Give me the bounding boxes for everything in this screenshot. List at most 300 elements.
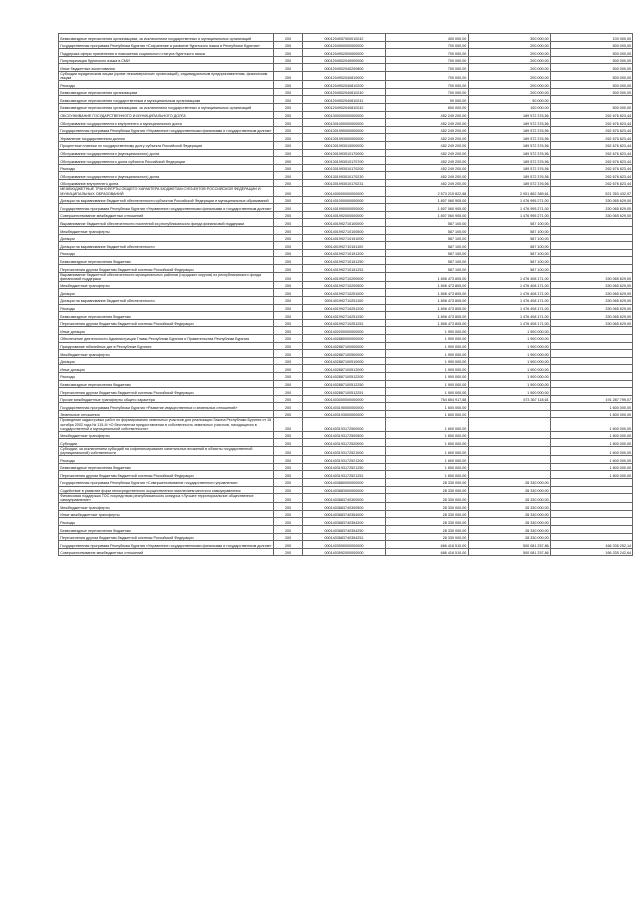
unexecuted-amount-cell: 262 676 823,44 [550,134,632,142]
approved-amount-cell: 1 807 060 905,00 [386,211,468,219]
row-code-cell: 200 [274,149,302,157]
budget-classification-cell: 0001403193172521200 [302,456,385,464]
approved-amount-cell: 1 900 000,00 [386,334,468,342]
row-code-cell: 200 [274,219,302,227]
budget-classification-cell: 0001401992710251000 [302,289,385,297]
approved-amount-cell: 452 249 200,00 [386,119,468,127]
executed-amount-cell: 189 572 376,56 [468,134,550,142]
budget-classification-cell: 0001301990000000000 [302,126,385,134]
item-name-cell: Межбюджетные трансферты [59,350,274,358]
unexecuted-amount-cell [550,372,632,380]
table-row [59,418,633,431]
executed-amount-cell: 1 900 000,00 [468,334,550,342]
executed-amount-cell: 1 476 408 171,00 [468,304,550,312]
table-row [59,471,633,479]
executed-amount-cell: 587 100,00 [468,265,550,273]
table-row [59,486,633,494]
executed-amount-cell: 573 367 118,61 [468,395,550,403]
approved-amount-cell: 1 807 060 905,00 [386,196,468,204]
row-code-cell: 200 [274,103,302,111]
executed-amount-cell: 1 900 000,00 [468,372,550,380]
table-row [59,257,633,265]
approved-amount-cell: 700 000,00 [386,56,468,64]
row-code-cell: 200 [274,357,302,365]
row-code-cell: 200 [274,119,302,127]
approved-amount-cell: 1 600 000,00 [386,403,468,411]
table-row [59,281,633,289]
unexecuted-amount-cell [550,96,632,104]
budget-classification-cell: 0001403992000000000 [302,548,385,556]
executed-amount-cell: 189 572 376,56 [468,157,550,165]
unexecuted-amount-cell: 330 065 629,00 [550,312,632,320]
unexecuted-amount-cell [550,249,632,257]
row-code-cell: 200 [274,296,302,304]
table-row [59,149,633,157]
item-name-cell: Проведение кадастровых работ по формированию земельных участков для реализации Закона Республики Бурятия от 16 октября 2002 года № 115-III «О бесплатном предоставлении в собственность земельных участков, находящихся в государственной и муниципальной собственности» [59,418,274,431]
budget-classification-cell: 0001204902000000000 [302,49,385,57]
executed-amount-cell: 1 900 000,00 [468,365,550,373]
approved-amount-cell: 1 900 000,00 [386,372,468,380]
executed-amount-cell: 90 000,00 [468,96,550,104]
unexecuted-amount-cell: 262 676 823,44 [550,141,632,149]
unexecuted-amount-cell: 262 676 823,44 [550,126,632,134]
item-name-cell: Межбюджетные трансферты [59,431,274,439]
table-row [59,56,633,64]
item-name-cell: Расходы [59,518,274,526]
unexecuted-amount-cell: 1 600 000,00 [550,456,632,464]
executed-amount-cell: 28 330 000,00 [468,478,550,486]
budget-classification-cell: 0001403193172500500 [302,431,385,439]
table-row [59,388,633,396]
row-code-cell: 200 [274,111,302,119]
approved-amount-cell: 666 416 510,00 [386,548,468,556]
budget-classification-cell: 0001402000000000000 [302,327,385,335]
table-row [59,319,633,327]
budget-classification-cell: 0001403883740354200 [302,518,385,526]
unexecuted-amount-cell [550,388,632,396]
item-name-cell: Дотации [59,234,274,242]
budget-classification-cell: 0001402887100000000 [302,342,385,350]
table-row [59,64,633,72]
unexecuted-amount-cell: 166 335 252,14 [550,541,632,549]
row-code-cell: 200 [274,272,302,281]
approved-amount-cell: 452 249 200,00 [386,149,468,157]
budget-classification-cell: 0001301993010170231 [302,179,385,187]
approved-amount-cell: 1 600 000,00 [386,439,468,447]
approved-amount-cell: 28 330 000,00 [386,486,468,494]
row-code-cell: 200 [274,486,302,494]
row-code-cell: 200 [274,64,302,72]
executed-amount-cell: 200 000,00 [468,88,550,96]
approved-amount-cell: 587 100,00 [386,219,468,227]
budget-classification-cell: 0001403190000000000 [302,403,385,411]
table-row [59,439,633,447]
executed-amount-cell [468,446,550,455]
unexecuted-amount-cell: 262 676 823,44 [550,164,632,172]
executed-amount-cell: 200 000,00 [468,41,550,49]
item-name-cell: Государственная программа Республики Бурятия «Управление государственными финансами и государственным долгом» [59,204,274,212]
budget-classification-cell: 0001401992710151200 [302,249,385,257]
row-code-cell: 200 [274,196,302,204]
budget-classification-cell: 0001403193172520000 [302,439,385,447]
unexecuted-amount-cell [550,380,632,388]
budget-classification-cell: 0001402887100512250 [302,380,385,388]
approved-amount-cell: 452 249 200,00 [386,134,468,142]
executed-amount-cell: 189 572 376,56 [468,111,550,119]
item-name-cell: Безвозмездные перечисления организациям, за исключением государственных и муниципальных организаций [59,103,274,111]
unexecuted-amount-cell [550,350,632,358]
budget-report-sheet [58,33,632,556]
approved-amount-cell: 452 249 200,00 [386,157,468,165]
budget-classification-cell: 0001402887100512200 [302,372,385,380]
table-row [59,526,633,534]
approved-amount-cell: 452 249 200,00 [386,179,468,187]
budget-classification-cell: 0001401992710151100 [302,242,385,250]
item-name-cell: Государственная программа Республики Бурятия «Сохранение и развитие бурятского языка в Республике Бурятия» [59,41,274,49]
budget-classification-cell: 0001204902040810242 [302,103,385,111]
approved-amount-cell: 28 330 000,00 [386,533,468,541]
approved-amount-cell: 1 600 000,00 [386,471,468,479]
unexecuted-amount-cell [550,357,632,365]
table-row [59,334,633,342]
approved-amount-cell: 1 900 000,00 [386,388,468,396]
row-code-cell: 200 [274,372,302,380]
unexecuted-amount-cell: 500 000,00 [550,49,632,57]
unexecuted-amount-cell: 500 000,00 [550,103,632,111]
unexecuted-amount-cell: 1 600 000,00 [550,431,632,439]
unexecuted-amount-cell [550,526,632,534]
table-row [59,289,633,297]
executed-amount-cell: 200 000,00 [468,81,550,89]
executed-amount-cell: 587 100,00 [468,219,550,227]
approved-amount-cell: 1 600 000,00 [386,456,468,464]
item-name-cell: Безвозмездные перечисления бюджетам [59,380,274,388]
item-name-cell: Межбюджетные трансферты [59,503,274,511]
budget-classification-cell: 0001401992710151000 [302,234,385,242]
executed-amount-cell: 1 476 408 171,00 [468,312,550,320]
approved-amount-cell: 1 900 000,00 [386,350,468,358]
table-row [59,34,633,42]
item-name-cell: Выравнивание бюджетной обеспеченности поселений из республиканского фонда финансовой поддержки [59,219,274,227]
item-name-cell: Субсидии [59,439,274,447]
item-name-cell: Обслуживание государственного (муниципального) долга [59,172,274,180]
table-row [59,327,633,335]
executed-amount-cell: 200 000,00 [468,71,550,80]
approved-amount-cell: 587 100,00 [386,249,468,257]
approved-amount-cell: 700 000,00 [386,71,468,80]
item-name-cell: Расходы [59,81,274,89]
row-code-cell: 200 [274,179,302,187]
approved-amount-cell: 452 249 200,00 [386,164,468,172]
row-code-cell: 200 [274,494,302,503]
row-code-cell: 200 [274,446,302,455]
approved-amount-cell: 1 600 000,00 [386,431,468,439]
executed-amount-cell: 189 572 376,56 [468,126,550,134]
budget-classification-cell: 0001403000000000000 [302,395,385,403]
budget-classification-cell: 0001204902040810200 [302,81,385,89]
unexecuted-amount-cell: 1 600 000,00 [550,439,632,447]
row-code-cell: 200 [274,227,302,235]
budget-classification-cell: 0001204902040810241 [302,96,385,104]
budget-classification-cell: 0001401992710151250 [302,257,385,265]
table-row [59,446,633,455]
executed-amount-cell: 189 572 376,56 [468,179,550,187]
budget-classification-cell: 0001402880000000000 [302,334,385,342]
table-row [59,456,633,464]
row-code-cell: 200 [274,548,302,556]
table-row [59,518,633,526]
unexecuted-amount-cell [550,365,632,373]
unexecuted-amount-cell [550,518,632,526]
approved-amount-cell: 2 573 215 822,68 [386,187,468,196]
table-row [59,164,633,172]
approved-amount-cell: 700 000,00 [386,88,468,96]
budget-classification-cell: 0001204057000010242 [302,34,385,42]
budget-classification-cell: 0001401992710251251 [302,319,385,327]
item-name-cell: Безвозмездные перечисления организациям [59,88,274,96]
budget-classification-cell: 0001400000000000000 [302,187,385,196]
unexecuted-amount-cell: 500 000,00 [550,41,632,49]
budget-classification-cell: 0001301993010170230 [302,172,385,180]
row-code-cell: 200 [274,463,302,471]
unexecuted-amount-cell [550,265,632,273]
row-code-cell: 200 [274,503,302,511]
executed-amount-cell: 189 572 376,56 [468,149,550,157]
approved-amount-cell: 452 249 200,00 [386,141,468,149]
item-name-cell: Иные дотации [59,365,274,373]
unexecuted-amount-cell: 262 676 823,44 [550,149,632,157]
approved-amount-cell: 90 000,00 [386,96,468,104]
table-row [59,478,633,486]
item-name-cell: Обслуживание государственного долга субъекта Российской Федерации [59,157,274,165]
row-code-cell: 200 [274,249,302,257]
unexecuted-amount-cell: 1 600 000,00 [550,471,632,479]
table-row [59,503,633,511]
approved-amount-cell: 764 654 917,68 [386,395,468,403]
row-code-cell: 200 [274,41,302,49]
table-row [59,242,633,250]
item-name-cell: Обслуживание государственного внутреннего и муниципального долга [59,119,274,127]
row-code-cell: 200 [274,304,302,312]
executed-amount-cell: 1 900 000,00 [468,327,550,335]
item-name-cell: Расходы [59,372,274,380]
budget-classification-cell: 0001403883740354250 [302,526,385,534]
row-code-cell: 200 [274,187,302,196]
budget-classification-cell: 0001402887100500000 [302,350,385,358]
budget-classification-cell: 0001401000000000000 [302,196,385,204]
table-row [59,157,633,165]
budget-expenditure-table [58,33,633,556]
item-name-cell: Безвозмездные перечисления бюджетам [59,463,274,471]
table-row [59,126,633,134]
approved-amount-cell: 1 900 000,00 [386,365,468,373]
unexecuted-amount-cell: 100 000,00 [550,34,632,42]
item-name-cell: Государственная программа Республики Бурятия «Развитие имущественных и земельных отношений» [59,403,274,411]
item-name-cell: Безвозмездные перечисления бюджетам [59,526,274,534]
item-name-cell: Прочие межбюджетные трансферты общего характера [59,395,274,403]
table-row [59,403,633,411]
row-code-cell: 200 [274,533,302,541]
unexecuted-amount-cell: 500 000,00 [550,81,632,89]
row-code-cell: 200 [274,418,302,431]
table-row [59,179,633,187]
unexecuted-amount-cell [550,234,632,242]
approved-amount-cell: 28 330 000,00 [386,518,468,526]
row-code-cell: 200 [274,134,302,142]
table-row [59,431,633,439]
row-code-cell: 200 [274,164,302,172]
approved-amount-cell: 587 100,00 [386,234,468,242]
item-name-cell: Выравнивание бюджетной обеспеченности муниципальных районов (городских округов) из республиканского фонда финансовой поддержки [59,272,274,281]
unexecuted-amount-cell [550,486,632,494]
budget-classification-cell: 0001403883740300500 [302,503,385,511]
budget-classification-cell: 0001301993010170700 [302,157,385,165]
executed-amount-cell: 1 476 408 171,00 [468,296,550,304]
approved-amount-cell: 452 249 200,00 [386,126,468,134]
row-code-cell: 200 [274,34,302,42]
table-row [59,304,633,312]
unexecuted-amount-cell [550,219,632,227]
table-row [59,96,633,104]
table-row [59,357,633,365]
row-code-cell: 200 [274,334,302,342]
executed-amount-cell: 587 100,00 [468,234,550,242]
approved-amount-cell: 700 000,00 [386,81,468,89]
unexecuted-amount-cell [550,257,632,265]
item-name-cell: Обеспечение деятельности Администрации Главы Республики Бурятия и Правительства Республики Бурятия [59,334,274,342]
unexecuted-amount-cell: 330 065 629,00 [550,296,632,304]
row-code-cell: 200 [274,319,302,327]
unexecuted-amount-cell: 330 065 629,00 [550,196,632,204]
executed-amount-cell [468,431,550,439]
row-code-cell: 200 [274,96,302,104]
row-code-cell: 200 [274,88,302,96]
item-name-cell: Празднование юбилейных дат в Республике Бурятия [59,342,274,350]
approved-amount-cell: 1 806 473 805,00 [386,296,468,304]
table-row [59,119,633,127]
budget-classification-cell: 0001401990000000000 [302,204,385,212]
table-row [59,548,633,556]
row-code-cell: 200 [274,289,302,297]
budget-classification-cell: 0001403193000000000 [302,410,385,418]
executed-amount-cell: 189 572 376,56 [468,172,550,180]
approved-amount-cell: 666 416 510,00 [386,541,468,549]
row-code-cell: 200 [274,380,302,388]
executed-amount-cell [468,439,550,447]
unexecuted-amount-cell [550,510,632,518]
approved-amount-cell: 28 330 000,00 [386,510,468,518]
item-name-cell: Иные межбюджетные трансферты [59,510,274,518]
executed-amount-cell: 587 100,00 [468,227,550,235]
item-name-cell: Расходы [59,249,274,257]
table-row [59,296,633,304]
table-row [59,350,633,358]
executed-amount-cell: 1 900 000,00 [468,357,550,365]
unexecuted-amount-cell: 262 676 823,44 [550,119,632,127]
approved-amount-cell: 1 600 000,00 [386,418,468,431]
table-row [59,172,633,180]
approved-amount-cell: 28 330 000,00 [386,503,468,511]
row-code-cell: 200 [274,257,302,265]
row-code-cell: 200 [274,49,302,57]
table-row [59,410,633,418]
item-name-cell: Финансовая поддержка ТОС посредством республиканского конкурса «Лучшее территориальное общественное самоуправление» [59,494,274,503]
approved-amount-cell: 700 000,00 [386,64,468,72]
item-name-cell: Безвозмездные перечисления бюджетам [59,257,274,265]
table-row [59,81,633,89]
table-row [59,196,633,204]
table-row [59,49,633,57]
executed-amount-cell: 28 330 000,00 [468,486,550,494]
item-name-cell: Дотации на выравнивание бюджетной обеспеченности [59,296,274,304]
table-row [59,342,633,350]
table-row [59,134,633,142]
row-code-cell: 200 [274,403,302,411]
approved-amount-cell: 452 249 200,00 [386,172,468,180]
item-name-cell: Расходы [59,456,274,464]
approved-amount-cell: 28 330 000,00 [386,494,468,503]
item-name-cell: Обслуживание внутреннего долга [59,179,274,187]
unexecuted-amount-cell: 500 000,00 [550,56,632,64]
row-code-cell: 200 [274,71,302,80]
approved-amount-cell: 400 000,00 [386,34,468,42]
row-code-cell: 200 [274,388,302,396]
row-code-cell: 200 [274,478,302,486]
table-body [59,34,633,556]
approved-amount-cell: 1 806 473 805,00 [386,312,468,320]
executed-amount-cell: 1 900 000,00 [468,388,550,396]
unexecuted-amount-cell: 500 000,00 [550,88,632,96]
item-name-cell: Популяризация бурятского языка в СМИ [59,56,274,64]
executed-amount-cell: 189 572 376,56 [468,164,550,172]
table-row [59,227,633,235]
budget-classification-cell: 0001403880000000000 [302,478,385,486]
item-name-cell: Дотации на выравнивание бюджетной обеспеченности [59,242,274,250]
row-code-cell: 200 [274,439,302,447]
unexecuted-amount-cell: 500 000,00 [550,71,632,80]
approved-amount-cell: 587 100,00 [386,242,468,250]
row-code-cell: 200 [274,81,302,89]
approved-amount-cell: 1 600 000,00 [386,446,468,455]
executed-amount-cell: 1 476 408 171,00 [468,281,550,289]
item-name-cell: Государственная программа Республики Бурятия «Управление государственными финансами и государственным долгом» [59,126,274,134]
unexecuted-amount-cell [550,478,632,486]
executed-amount-cell: 587 100,00 [468,249,550,257]
row-code-cell: 200 [274,431,302,439]
executed-amount-cell: 100 000,00 [468,103,550,111]
executed-amount-cell [468,410,550,418]
budget-classification-cell: 0001403883740300000 [302,494,385,503]
budget-classification-cell: 0001401992000000000 [302,211,385,219]
row-code-cell: 200 [274,327,302,335]
row-code-cell: 200 [274,281,302,289]
executed-amount-cell: 200 000,00 [468,49,550,57]
executed-amount-cell: 1 476 408 171,00 [468,319,550,327]
item-name-cell: Содействие в развитии форм непосредственного осуществления населением местного самоуправления [59,486,274,494]
item-name-cell: Государственная программа Республики Бурятия «Совершенствование государственного управления» [59,478,274,486]
item-name-cell: Обслуживание государственного (муниципального) долга [59,149,274,157]
item-name-cell: Государственная программа Республики Бурятия «Управление государственными финансами и государственным долгом» [59,541,274,549]
unexecuted-amount-cell [550,342,632,350]
item-name-cell: Субсидии юридическим лицам (кроме некоммерческих организаций), индивидуальным предпринимателям, физическим лицам [59,71,274,80]
row-code-cell: 200 [274,456,302,464]
approved-amount-cell: 587 100,00 [386,257,468,265]
unexecuted-amount-cell: 191 287 799,07 [550,395,632,403]
table-row [59,88,633,96]
item-name-cell: Дотации на выравнивание бюджетной обеспеченности субъектов Российской Федерации и муниципальных образований [59,196,274,204]
approved-amount-cell: 1 900 000,00 [386,327,468,335]
budget-classification-cell: 0001300000000000000 [302,111,385,119]
